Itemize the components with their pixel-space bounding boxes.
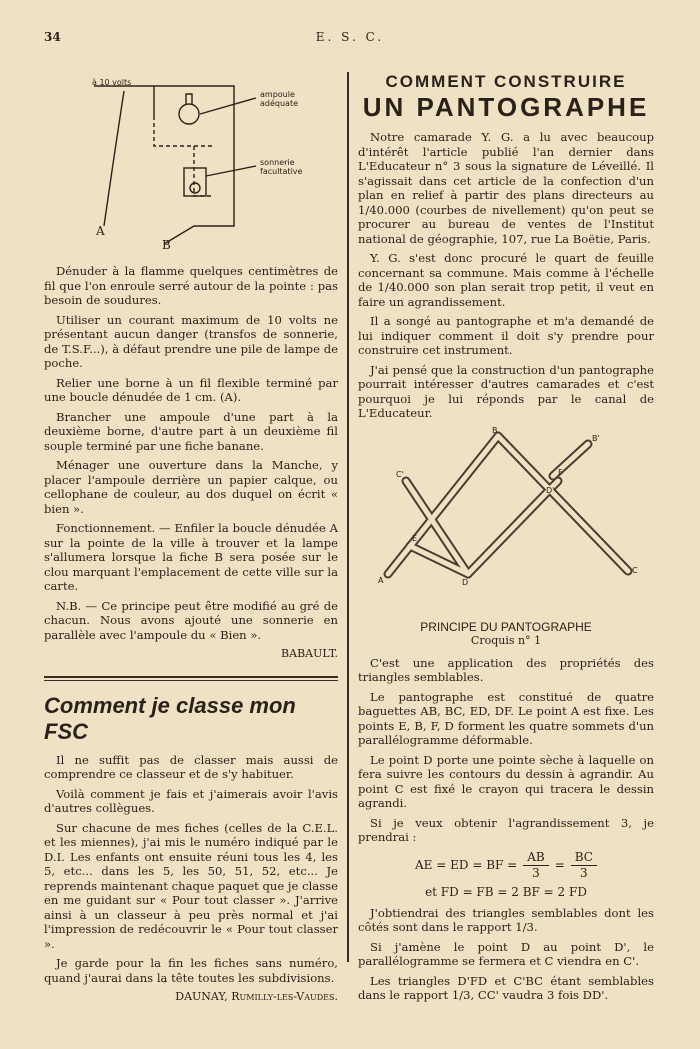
point-c-prime: C' [396,469,404,479]
paragraph: Le pantographe est constitué de quatre baguettes AB, BC, ED, DF. Le point A est fixe. Les points E, B, F, D forment les quatre sommets d'un parallélogramme déformable. [358,689,654,747]
article-title-line2: UN PANTOGRAPHE [362,92,650,122]
signature: DAUNAY, Rumilly-les-Vaudes. [175,990,338,1003]
formula-equals: = [554,857,565,872]
point-d-prime: D' [546,485,555,495]
point-c: C [632,565,638,575]
paragraph: C'est une application des propriétés des triangles semblables. [358,655,654,684]
formula [358,850,654,900]
point-e: E [412,533,418,543]
page-number: 34 [44,30,61,44]
label-b: B [162,238,171,252]
paragraph: J'ai pensé que la construction d'un pantographe pourrait intéresser d'autres camarades et c'est pourquoi je lui réponds par le canal de L'Educateur. [358,362,654,420]
section-divider [44,676,338,681]
fraction-numerator: BC [571,850,597,866]
journal-title: E. S. C. [315,30,385,44]
signature: BABAULT. [281,647,338,660]
page-header [44,30,656,46]
paragraph: Si j'amène le point D au point D', le parallélogramme se fermera et C viendra en C'. [358,939,654,968]
formula-line2: et FD = FB = 2 BF = 2 FD [425,884,587,899]
paragraph: Sur chacune de mes fiches (celles de la C.E.L. et les miennes), j'ai mis le numéro indiqué par le D.I. Les enfants ont ensuite réuni tous les 4, les 5, etc... dans les 5, les 50, 51, 52, etc... Je reprends maintenant chaque paquet que je classe en me guidant sur « Pour tout classer ». J'arrive ainsi à un classeur à peu près normal et j'ai l'impression de redécouvrir le « Pour tout classer ». [44,820,338,951]
paragraph: Si je veux obtenir l'agrandissement 3, je prendrai : [358,815,654,844]
label-bell: sonnerie facultative [260,158,303,176]
paragraph: Notre camarade Y. G. a lu avec beaucoup d'intérêt l'article publié l'an dernier dans L'Educateur n° 3 sous la signature de Léveillé. Il s'agissait dans cet article de la confection d'un plan en relief à partir des plans directeurs au 1/40.000 (courbes de nivellement) qu'on peut se procurer au bureau de ventes de l'Institut national de géographie, 107, rue La Boëtie, Paris. [358,130,654,246]
paragraph: Relier une borne à un fil flexible terminé par une boucle dénudée de 1 cm. (A). [44,375,338,404]
fraction-denominator: 3 [532,865,540,880]
left-column [44,72,338,1010]
fraction-numerator: AB [523,850,548,866]
paragraph: Dénuder à la flamme quelques centimètres de fil que l'on enroule serré autour de la pointe : pas besoin de soudures. [44,264,338,307]
right-column [358,72,654,1008]
label-bulb: ampoule adéquate [260,90,299,108]
paragraph: Il ne suffit pas de classer mais aussi de comprendre ce classeur et de s'y habituer. [44,752,338,781]
paragraph: Je garde pour la fin les fiches sans numéro, quand j'aurai dans la tête toutes les subdivisions. [44,956,338,985]
paragraph: Y. G. s'est donc procuré le quart de feuille concernant sa commune. Mais comme à l'échelle de 1/40.000 son plan serait trop petit, il veut en faire un agrandissement. [358,251,654,309]
paragraph: N.B. — Ce principe peut être modifié au gré de chacun. Nous avons ajouté une sonnerie en parallèle avec l'ampoule du « Bien ». [44,598,338,642]
paragraph: Le point D porte une pointe sèche à laquelle on fera suivre les contours du dessin à agrandir. Au point C est fixé le crayon qui tracera le dessin agrandi. [358,752,654,810]
figure-caption: PRINCIPE DU PANTOGRAPHE [420,619,592,634]
paragraph: Les triangles D'FD et C'BC étant semblables dans le rapport 1/3, CC' vaudra 3 fois DD'. [358,973,654,1002]
point-f: F [558,467,563,477]
circuit-diagram [74,76,324,256]
fraction [523,850,548,881]
paragraph: Voilà comment je fais et j'aimerais avoir l'avis d'autres collègues. [44,786,338,815]
fsc-heading: Comment je classe mon FSC [44,692,296,744]
point-b-prime: B' [592,433,600,443]
paragraph: Utiliser un courant maximum de 10 volts ne présentant aucun danger (transfos de sonnerie, de T.S.F...), à défaut prendre une pile de lampe de poche. [44,312,338,370]
article-title-line1: COMMENT CONSTRUIRE [385,72,627,91]
formula-lhs: AE = ED = BF = [415,857,518,872]
paragraph: J'obtiendrai des triangles semblables dont les côtés sont dans le rapport 1/3. [358,905,654,934]
column-divider [347,72,349,962]
point-d: D [462,577,469,587]
label-volts: à 10 volts [92,78,132,87]
fraction-denominator: 3 [580,865,588,880]
paragraph: Ménager une ouverture dans la Manche, y placer l'ampoule derrière un papier calque, ou cellophane de couleur, au dos duquel on écrit « bien ». [44,458,338,516]
pantograph-diagram [358,426,654,616]
paragraph: Brancher une ampoule d'une part à la deuxième borne, d'autre part à un deuxième fil souple terminé par une fiche banane. [44,409,338,453]
paragraph: Il a songé au pantographe et m'a demandé de lui indiquer comment il doit s'y prendre pour construire cet instrument. [358,314,654,357]
point-b: B [492,425,498,435]
label-a: A [96,224,105,238]
fraction [571,850,597,881]
figure-subcaption: Croquis n° 1 [470,633,542,647]
point-a: A [378,575,384,585]
pantograph-drawing [358,426,654,616]
paragraph: Fonctionnement. — Enfiler la boucle dénudée A sur la pointe de la ville à trouver et la lampe s'allumera lorsque la fiche B sera posée sur le clou marquant l'emplacement de cette ville sur la carte. [44,521,338,593]
